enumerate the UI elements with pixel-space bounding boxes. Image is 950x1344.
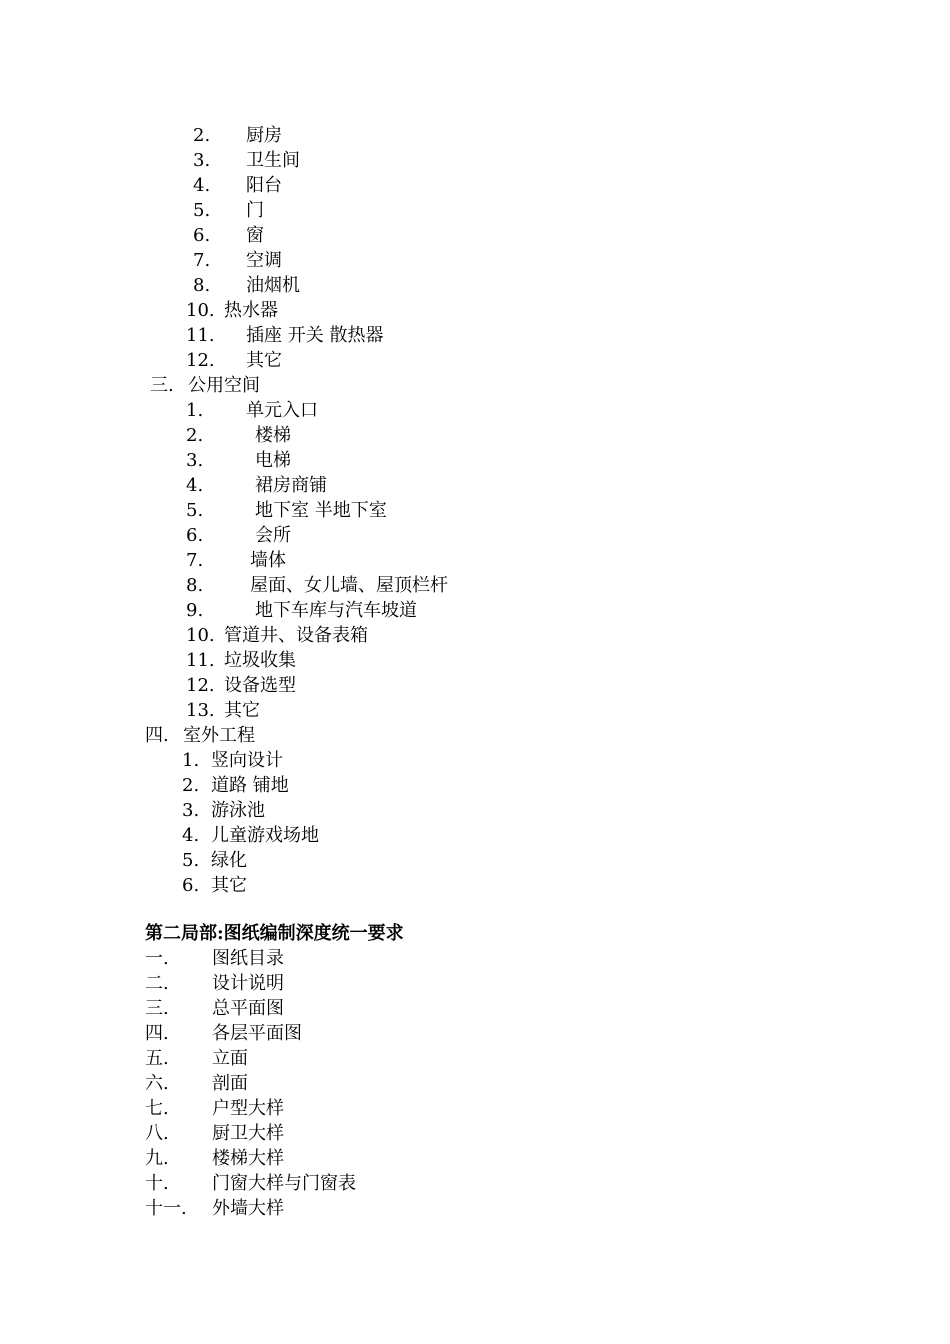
- item-number: 6.: [193, 225, 211, 246]
- item-text: 设备选型: [224, 675, 296, 696]
- item-text: 油烟机: [246, 275, 300, 296]
- item-text: 门窗大样与门窗表: [212, 1173, 356, 1194]
- item-text: 厨卫大样: [212, 1123, 284, 1144]
- item-text: 绿化: [211, 850, 247, 871]
- item-number: 六.: [145, 1073, 169, 1094]
- item-text: 图纸目录: [212, 948, 284, 969]
- item-text: 垃圾收集: [224, 650, 296, 671]
- section-title: 室外工程: [183, 725, 255, 746]
- item-number: 13.: [186, 700, 215, 721]
- item-number: 10.: [186, 625, 215, 646]
- section-number: 四.: [145, 725, 169, 746]
- item-text: 地下车库与汽车坡道: [255, 600, 417, 621]
- item-text: 道路 铺地: [211, 775, 289, 796]
- item-text: 屋面、女儿墙、屋顶栏杆: [250, 575, 448, 596]
- item-number: 3.: [186, 450, 204, 471]
- item-text: 插座 开关 散热器: [246, 325, 384, 346]
- item-text: 剖面: [212, 1073, 248, 1094]
- section-number: 三.: [150, 375, 174, 396]
- item-text: 其它: [246, 350, 282, 371]
- item-number: 九.: [145, 1148, 169, 1169]
- item-text: 各层平面图: [212, 1023, 302, 1044]
- item-number: 8.: [193, 275, 211, 296]
- item-number: 5.: [193, 200, 211, 221]
- item-number: 十.: [145, 1173, 169, 1194]
- item-number: 四.: [145, 1023, 169, 1044]
- item-number: 七.: [145, 1098, 169, 1119]
- item-text: 管道井、设备表箱: [224, 625, 368, 646]
- item-number: 1.: [182, 750, 200, 771]
- item-number: 5.: [182, 850, 200, 871]
- item-number: 2.: [186, 425, 204, 446]
- item-text: 儿童游戏场地: [211, 825, 319, 846]
- item-text: 阳台: [246, 175, 282, 196]
- item-text: 墙体: [250, 550, 286, 571]
- item-number: 11.: [186, 325, 215, 346]
- item-number: 7.: [186, 550, 204, 571]
- item-text: 户型大样: [212, 1098, 284, 1119]
- item-number: 9.: [186, 600, 204, 621]
- item-number: 五.: [145, 1048, 169, 1069]
- item-number: 2.: [193, 125, 211, 146]
- item-number: 2.: [182, 775, 200, 796]
- item-text: 竖向设计: [211, 750, 283, 771]
- item-text: 地下室 半地下室: [255, 500, 387, 521]
- item-number: 1.: [186, 400, 204, 421]
- item-text: 楼梯: [255, 425, 291, 446]
- item-text: 空调: [246, 250, 282, 271]
- item-text: 厨房: [246, 125, 282, 146]
- item-number: 6.: [182, 875, 200, 896]
- item-text: 立面: [212, 1048, 248, 1069]
- item-text: 窗: [246, 225, 264, 246]
- item-number: 八.: [145, 1123, 169, 1144]
- item-number: 4.: [193, 175, 211, 196]
- item-number: 6.: [186, 525, 204, 546]
- item-number: 三.: [145, 998, 169, 1019]
- item-number: 4.: [186, 475, 204, 496]
- item-text: 会所: [255, 525, 291, 546]
- item-text: 热水器: [224, 300, 278, 321]
- item-number: 二.: [145, 973, 169, 994]
- item-text: 游泳池: [211, 800, 265, 821]
- item-text: 楼梯大样: [212, 1148, 284, 1169]
- item-number: 一.: [145, 948, 169, 969]
- item-number: 7.: [193, 250, 211, 271]
- section-title: 公用空间: [188, 375, 260, 396]
- item-number: 12.: [186, 350, 215, 371]
- item-number: 十一.: [145, 1198, 187, 1219]
- item-text: 单元入口: [246, 400, 318, 421]
- item-number: 5.: [186, 500, 204, 521]
- item-text: 外墙大样: [212, 1198, 284, 1219]
- item-text: 总平面图: [212, 998, 284, 1019]
- item-number: 12.: [186, 675, 215, 696]
- item-text: 电梯: [255, 450, 291, 471]
- item-text: 其它: [224, 700, 260, 721]
- item-number: 10.: [186, 300, 215, 321]
- item-number: 8.: [186, 575, 204, 596]
- item-text: 裙房商铺: [255, 475, 327, 496]
- item-number: 11.: [186, 650, 215, 671]
- item-number: 3.: [193, 150, 211, 171]
- item-number: 4.: [182, 825, 200, 846]
- item-text: 门: [246, 200, 264, 221]
- item-text: 设计说明: [212, 973, 284, 994]
- item-text: 卫生间: [246, 150, 300, 171]
- item-number: 3.: [182, 800, 200, 821]
- part-title-text: 第二局部:图纸编制深度统一要求: [145, 923, 404, 944]
- item-text: 其它: [211, 875, 247, 896]
